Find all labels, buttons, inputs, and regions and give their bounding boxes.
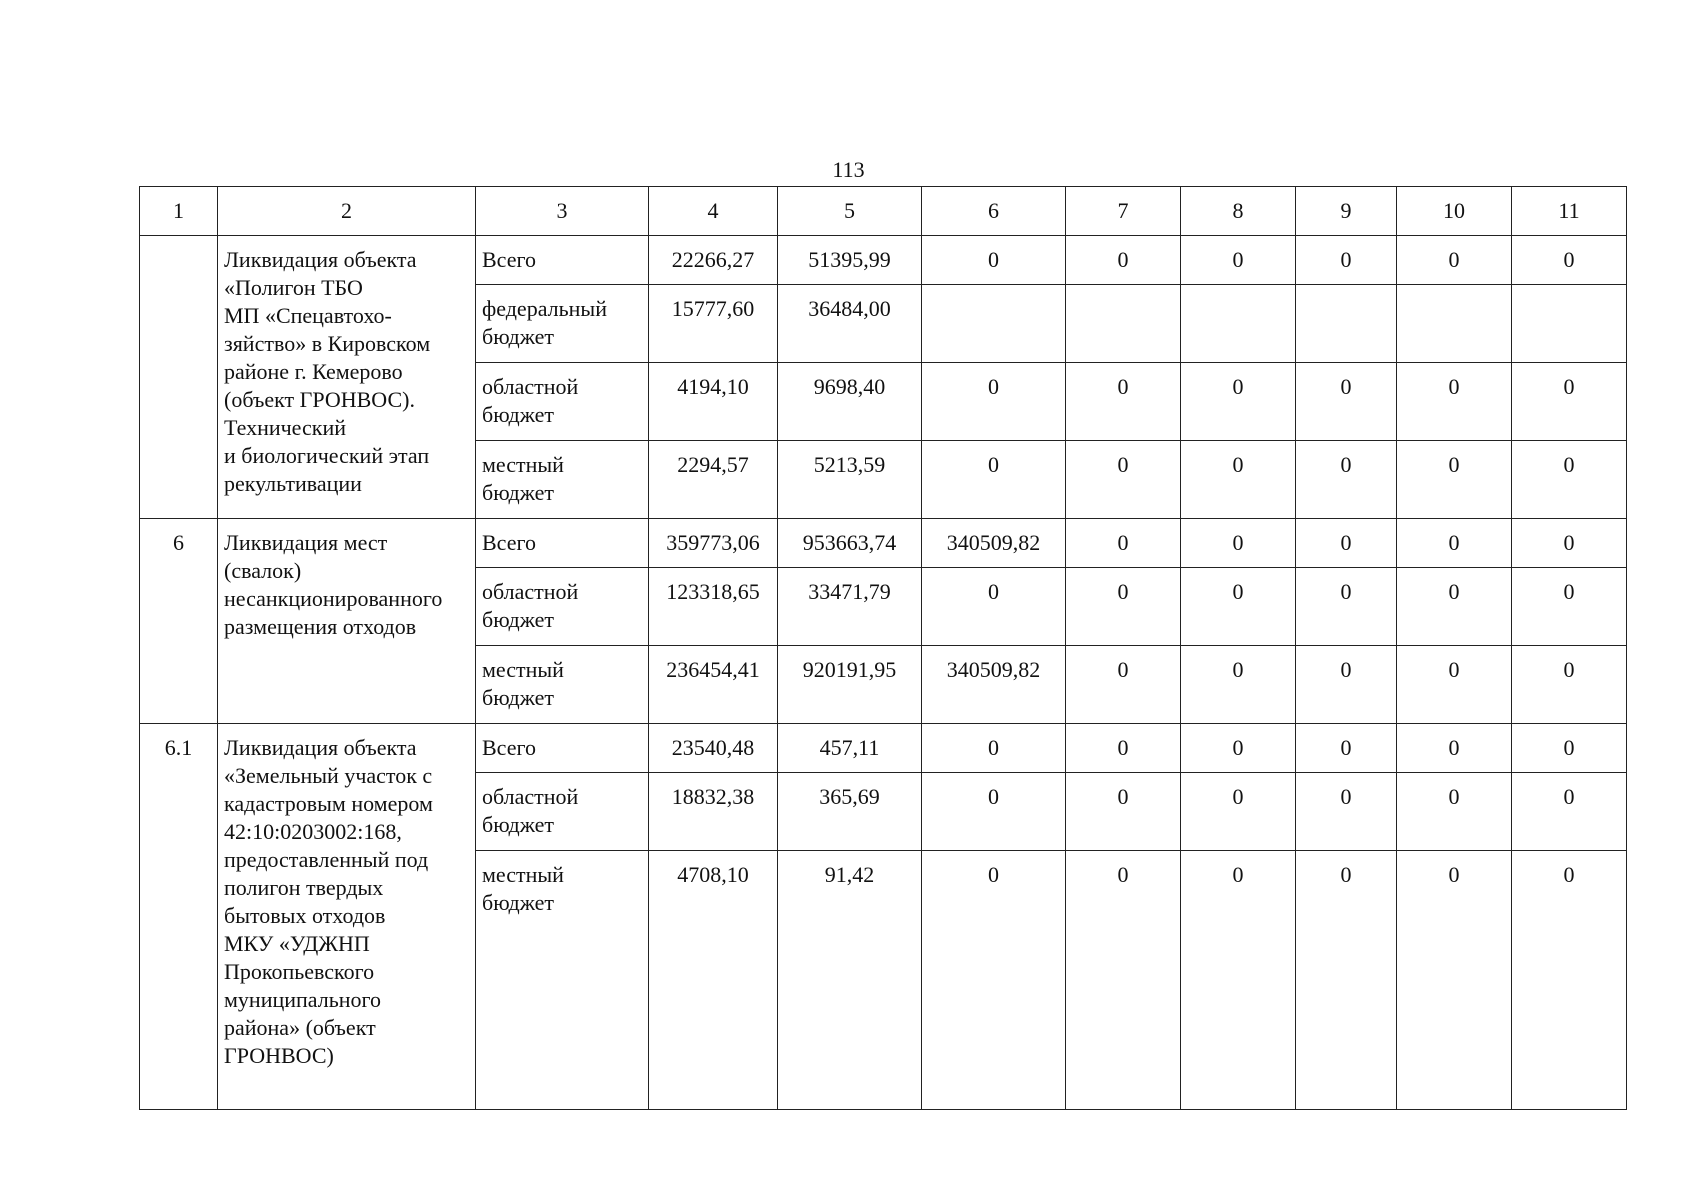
value-cell: 0 [1397,724,1512,773]
value-cell: 0 [1397,646,1512,724]
value-cell: 340509,82 [922,519,1066,568]
value-cell: 0 [1397,236,1512,285]
value-cell: 0 [1296,646,1397,724]
value-cell: 0 [1181,363,1296,441]
funding-source-cell: областной бюджет [476,568,649,646]
value-cell: 18832,38 [649,773,778,851]
value-cell: 51395,99 [778,236,922,285]
value-cell: 365,69 [778,773,922,851]
value-cell: 457,11 [778,724,922,773]
funding-source-cell: Всего [476,236,649,285]
header-cell: 5 [778,187,922,236]
header-cell: 11 [1512,187,1627,236]
value-cell: 0 [1181,236,1296,285]
value-cell: 0 [1512,851,1627,1110]
row-index-cell: 6.1 [140,724,218,1110]
value-cell: 123318,65 [649,568,778,646]
value-cell: 23540,48 [649,724,778,773]
header-cell: 3 [476,187,649,236]
value-cell [1397,285,1512,363]
header-cell: 10 [1397,187,1512,236]
value-cell: 0 [1181,441,1296,519]
funding-source-cell: федеральный бюджет [476,285,649,363]
value-cell: 0 [1512,724,1627,773]
page-number: 113 [832,157,865,182]
value-cell: 953663,74 [778,519,922,568]
value-cell: 0 [922,773,1066,851]
value-cell: 4708,10 [649,851,778,1110]
value-cell: 0 [1397,519,1512,568]
value-cell: 0 [1512,568,1627,646]
value-cell: 0 [1296,519,1397,568]
value-cell: 0 [1066,851,1181,1110]
value-cell: 0 [1296,441,1397,519]
value-cell: 4194,10 [649,363,778,441]
value-cell: 0 [1066,441,1181,519]
value-cell: 0 [1512,519,1627,568]
value-cell: 2294,57 [649,441,778,519]
value-cell: 0 [1296,568,1397,646]
value-cell [1512,285,1627,363]
value-cell: 0 [922,568,1066,646]
value-cell: 0 [1181,519,1296,568]
description-cell: Ликвидация объекта «Полигон ТБО МП «Спецавтохо- зяйство» в Кировском районе г. Кемерово (объект ГРОНВОС). Технический и биологический этап рекультивации [218,236,476,519]
value-cell: 0 [1512,646,1627,724]
value-cell: 0 [1181,724,1296,773]
value-cell: 0 [1066,646,1181,724]
header-cell: 1 [140,187,218,236]
header-cell: 8 [1181,187,1296,236]
value-cell: 5213,59 [778,441,922,519]
value-cell [922,285,1066,363]
value-cell: 920191,95 [778,646,922,724]
header-cell: 9 [1296,187,1397,236]
header-cell: 6 [922,187,1066,236]
value-cell: 0 [1397,441,1512,519]
value-cell: 0 [1512,773,1627,851]
value-cell: 0 [1181,851,1296,1110]
table-row [140,724,1627,773]
funding-source-cell: местный бюджет [476,851,649,1110]
header-cell: 2 [218,187,476,236]
value-cell [1296,285,1397,363]
value-cell: 0 [1296,773,1397,851]
value-cell: 0 [1066,568,1181,646]
funding-source-cell: местный бюджет [476,646,649,724]
description-cell: Ликвидация объекта «Земельный участок с кадастровым номером 42:10:0203002:168, предоставленный под полигон твердых бытовых отходов МКУ «УДЖНП Прокопьевского муниципального района» (объект ГРОНВОС) [218,724,476,1110]
funding-source-cell: областной бюджет [476,773,649,851]
value-cell: 0 [1181,773,1296,851]
value-cell: 0 [1066,519,1181,568]
value-cell: 0 [922,236,1066,285]
value-cell: 0 [1397,363,1512,441]
value-cell: 36484,00 [778,285,922,363]
value-cell: 0 [1397,851,1512,1110]
table-row [140,519,1627,568]
value-cell: 0 [922,441,1066,519]
funding-source-cell: областной бюджет [476,363,649,441]
value-cell: 0 [1066,773,1181,851]
value-cell: 0 [922,363,1066,441]
value-cell: 0 [1296,363,1397,441]
header-cell: 4 [649,187,778,236]
value-cell [1066,285,1181,363]
value-cell: 359773,06 [649,519,778,568]
value-cell: 33471,79 [778,568,922,646]
budget-table [139,186,1627,1110]
value-cell: 0 [1066,724,1181,773]
funding-source-cell: Всего [476,519,649,568]
header-row [140,187,1627,236]
value-cell: 15777,60 [649,285,778,363]
value-cell: 0 [1066,363,1181,441]
row-index-cell: 6 [140,519,218,724]
table-row [140,236,1627,285]
value-cell: 9698,40 [778,363,922,441]
value-cell: 0 [1397,773,1512,851]
value-cell: 0 [1512,441,1627,519]
value-cell: 236454,41 [649,646,778,724]
description-cell: Ликвидация мест (свалок) несанкционированного размещения отходов [218,519,476,724]
funding-source-cell: местный бюджет [476,441,649,519]
row-index-cell [140,236,218,519]
value-cell: 91,42 [778,851,922,1110]
value-cell: 0 [1512,236,1627,285]
value-cell: 0 [922,724,1066,773]
value-cell: 0 [1296,724,1397,773]
value-cell [1181,285,1296,363]
value-cell: 0 [922,851,1066,1110]
value-cell: 0 [1296,236,1397,285]
value-cell: 22266,27 [649,236,778,285]
funding-source-cell: Всего [476,724,649,773]
value-cell: 0 [1397,568,1512,646]
value-cell: 0 [1296,851,1397,1110]
value-cell: 0 [1066,236,1181,285]
header-cell: 7 [1066,187,1181,236]
value-cell: 340509,82 [922,646,1066,724]
value-cell: 0 [1181,646,1296,724]
value-cell: 0 [1512,363,1627,441]
value-cell: 0 [1181,568,1296,646]
